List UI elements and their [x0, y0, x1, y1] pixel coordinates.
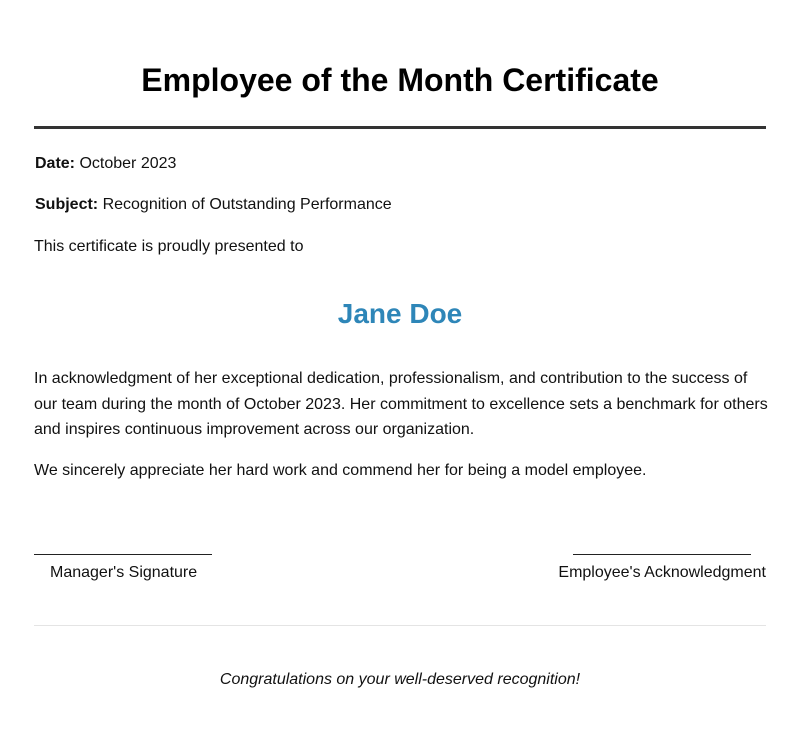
footer-divider [34, 625, 766, 626]
employee-acknowledgment-label: Employee's Acknowledgment [558, 564, 766, 581]
employee-signature-line [573, 554, 751, 555]
closing-message: Congratulations on your well-deserved recognition! [219, 671, 581, 688]
date-line [35, 154, 176, 174]
date-label: Date: [35, 155, 76, 172]
manager-signature-label: Manager's Signature [50, 564, 198, 581]
acknowledgment-paragraph: In acknowledgment of her exceptional dedication, professionalism, and contribution to the success of our team during the month of October 2023. Her commitment to excellence sets a benchmark for others and inspires continuous improvement across our organization. [34, 370, 768, 438]
manager-signature-line [34, 554, 212, 555]
date-value: October 2023 [79, 155, 177, 172]
appreciation-paragraph: We sincerely appreciate her hard work and commend her for being a model employee. [34, 462, 647, 479]
certificate-title: Employee of the Month Certificate [141, 62, 659, 98]
subject-label: Subject: [35, 196, 99, 213]
subject-line [35, 195, 392, 215]
recipient-name: Jane Doe [337, 298, 463, 329]
title-divider [34, 126, 766, 129]
presentation-intro: This certificate is proudly presented to [34, 238, 304, 255]
subject-value: Recognition of Outstanding Performance [102, 196, 392, 213]
